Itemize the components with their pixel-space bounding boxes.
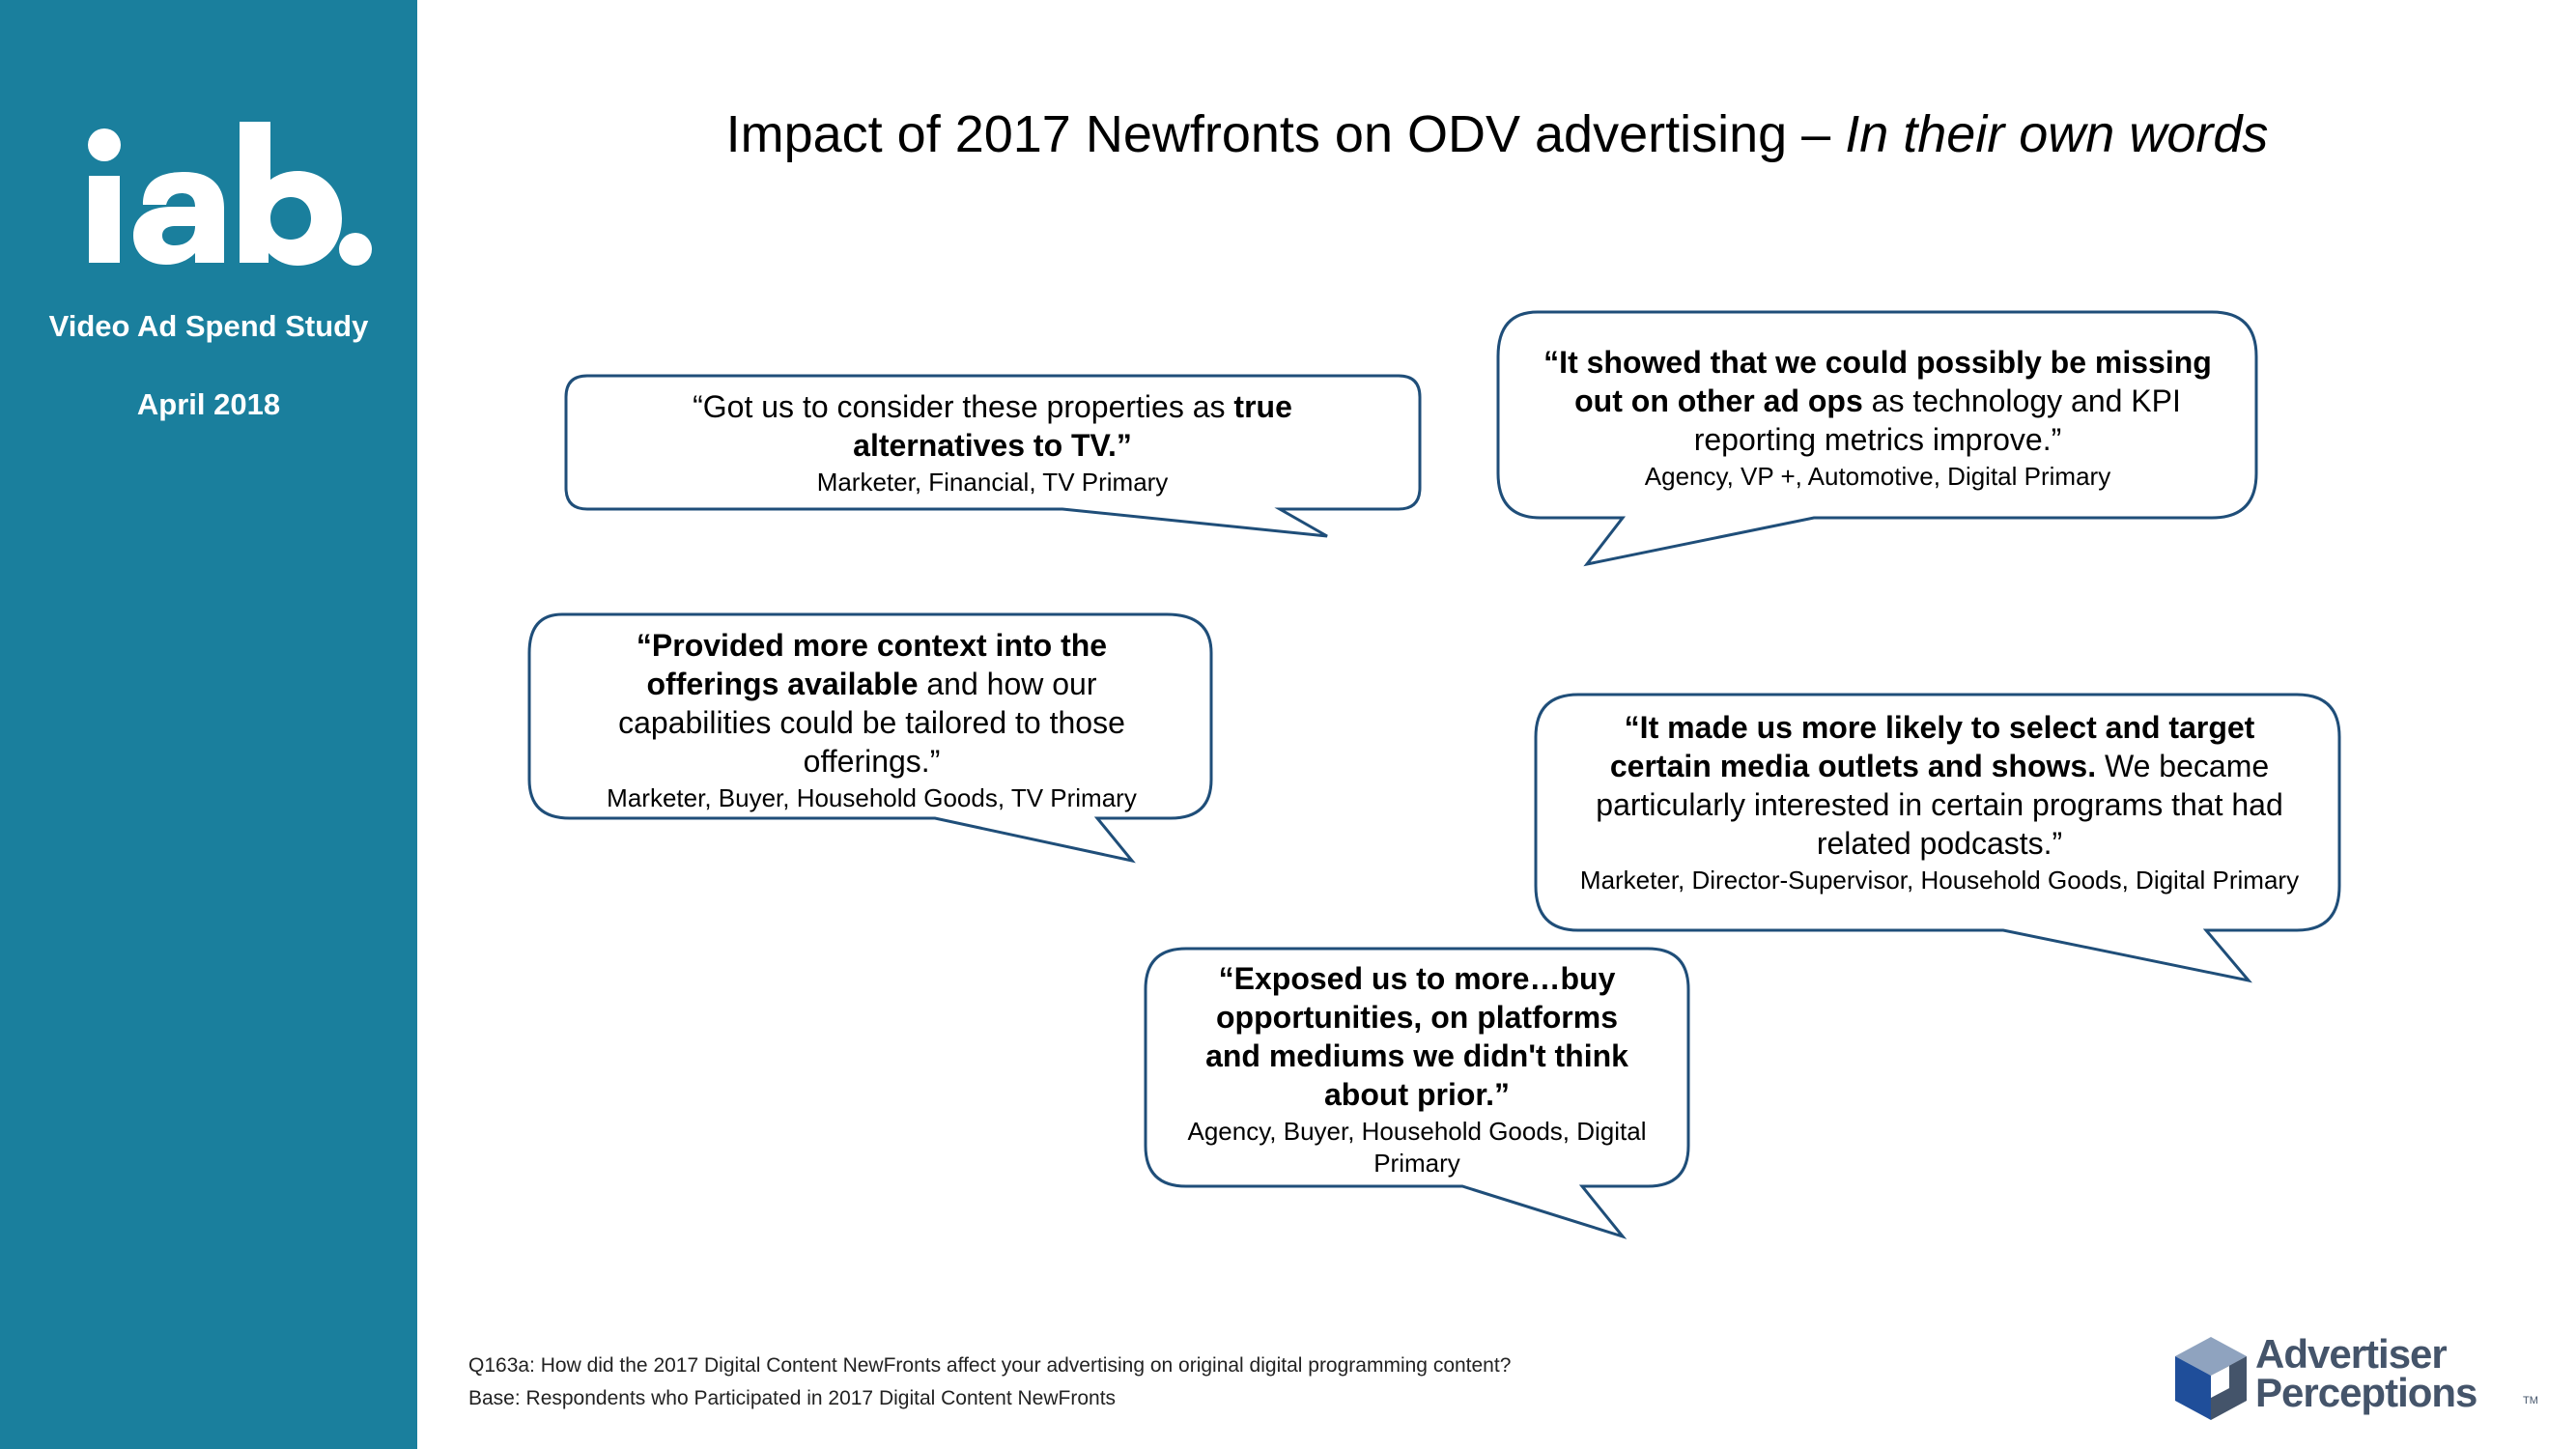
quote-1	[618, 387, 1367, 498]
footnote-question: Q163a: How did the 2017 Digital Content NewFronts affect your advertising on original digital programming content?	[468, 1354, 1512, 1377]
footnote-base: Base: Respondents who Participated in 2017 Digital Content NewFronts	[468, 1387, 1117, 1409]
quote-2-text	[1520, 343, 2235, 459]
study-label: Video Ad Spend Study	[48, 309, 369, 343]
advertiser-perceptions-logo	[2173, 1331, 2540, 1422]
quote-3-bold: “Provided more context into the offerings available	[636, 628, 1108, 701]
cube-icon	[2173, 1335, 2249, 1422]
date-label: April 2018	[136, 387, 281, 421]
page-title-main: Impact of 2017 Newfronts on ODV advertising –	[725, 105, 1846, 163]
quote-5	[1186, 959, 1648, 1179]
quote-1-pre: “Got us to consider these properties as	[693, 389, 1234, 424]
page-title-italic: In their own words	[1845, 105, 2269, 163]
quote-3-source: Marketer, Buyer, Household Goods, TV Primary	[607, 783, 1137, 812]
quote-3	[570, 626, 1174, 814]
quote-4-text	[1572, 708, 2307, 863]
quote-4-source: Marketer, Director-Supervisor, Household Goods, Digital Primary	[1579, 866, 2300, 895]
quote-5-source: Agency, Buyer, Household Goods, Digital Primary	[1187, 1117, 1647, 1178]
quote-3-text	[570, 626, 1174, 781]
brand-line-1: Advertiser	[2255, 1331, 2447, 1377]
quote-2-bold: “It showed that we could possibly be missing out on other ad ops	[1543, 345, 2212, 418]
brand-name	[2255, 1331, 2477, 1415]
quote-3-post: and how our capabilities could be tailored to those offerings.”	[618, 667, 1125, 779]
brand-line-2: Perceptions	[2255, 1370, 2477, 1415]
quote-5-text	[1186, 959, 1648, 1114]
quote-5-bold: “Exposed us to more…buy opportunities, on platforms and mediums we didn't think about prior.”	[1205, 961, 1628, 1112]
quote-2-post: as technology and KPI reporting metrics improve.”	[1693, 384, 2181, 457]
quote-2	[1520, 343, 2235, 493]
quote-2-source: Agency, VP +, Automotive, Digital Primary	[1644, 462, 2111, 491]
trademark-mark: TM	[2523, 1395, 2538, 1406]
quote-1-text	[618, 387, 1367, 465]
quote-1-bold: true alternatives to TV.”	[853, 389, 1292, 463]
quote-4	[1572, 708, 2307, 896]
quote-4-post: We became particularly interested in certain programs that had related podcasts.”	[1596, 749, 2283, 861]
quote-1-source: Marketer, Financial, TV Primary	[816, 468, 1169, 497]
quote-4-bold: “It made us more likely to select and target certain media outlets and shows.	[1609, 710, 2255, 783]
